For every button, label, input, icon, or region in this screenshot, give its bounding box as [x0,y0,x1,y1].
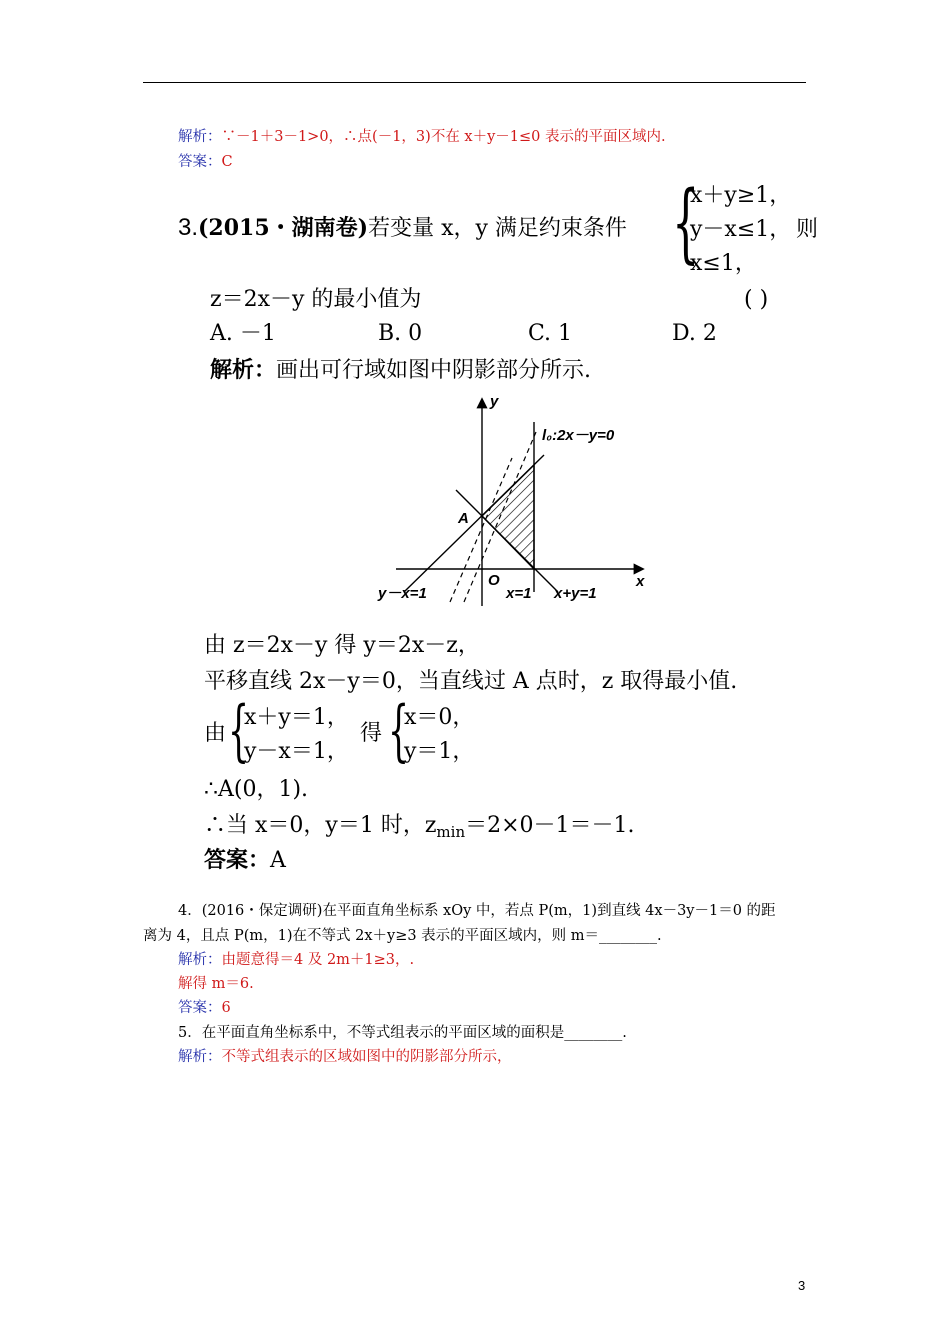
point-a-label: A [458,510,469,527]
q3-answer-value: A [270,848,286,873]
q3-step-1: 由 z＝2x－y 得 y＝2x－z， [204,633,480,658]
q2-answer-label: 答案： [178,154,222,170]
q4-line-2: 离为 4，且点 P(m，1)在不等式 2x＋y≥3 表示的平面区域内，则 m＝________. [143,928,662,944]
q3-step-2: 平移直线 2x－y＝0，当直线过 A 点时，z 取得最小值. [204,669,738,694]
q3-constraint-2: y－x≤1， [690,217,792,242]
q3-analysis-label: 解析： [210,357,277,383]
q3-constraint-brace: { [672,173,700,273]
page-number: 3 [798,1278,806,1293]
q3-option-b: B. 0 [378,321,423,346]
q3-answer [204,846,286,875]
q3-step-5-suffix: ＝2×0－1＝－1. [465,813,635,838]
q3-step-3-prefix: 由 [204,721,227,746]
q5-line-1: 5．在平面直角坐标系中，不等式组表示的平面区域的面积是________. [178,1025,627,1041]
feasible-region [482,465,534,569]
q3-stem-end: 则 [796,217,819,242]
q3-stem-text: 若变量 x，y 满足约束条件 [368,216,627,241]
header-rule [143,82,806,83]
q3-option-d: D. 2 [672,321,717,346]
q3-analysis [210,356,591,385]
q5-analysis [178,1048,512,1066]
q3-system2-eq1: x＝0， [404,705,475,730]
x-axis-label: x [636,573,645,590]
q4-line-1: 4．(2016・保定调研)在平面直角坐标系 xOy 中，若点 P(m，1)到直线 4x－3y－1＝0 的距 [178,903,776,919]
q3-step-3-mid: 得 [360,721,383,746]
q3-stem [178,214,627,243]
q3-system1-eq2: y－x＝1， [244,739,349,764]
q5-analysis-text: 不等式组表示的区域如图中的阴影部分所示， [221,1049,512,1065]
q3-system2-brace: { [388,692,409,769]
q3-step-5 [204,812,635,846]
q4-analysis-label: 解析： [178,952,222,968]
q3-answer-paren: ( ) [744,287,769,312]
q4-answer [178,999,231,1017]
line-label-x-plus-y: x+y=1 [554,585,597,602]
q3-analysis-text: 画出可行域如图中阴影部分所示. [276,358,592,383]
q2-answer-value: C [221,154,233,170]
q5-analysis-label: 解析： [178,1049,222,1065]
q2-analysis [178,128,666,146]
q3-step-5-prefix: ∴当 x＝0，y＝1 时，z [204,813,437,838]
feasible-region-figure [374,392,654,608]
q3-stem-line2: z＝2x－y 的最小值为 [210,287,422,312]
q3-step-5-sub: min [436,823,466,841]
q2-analysis-text: ∵－1＋3－1>0，∴点(－1，3)不在 x＋y－1≤0 表示的平面区域内. [221,129,666,145]
y-axis-label: y [490,393,499,410]
q3-source: (2015・湖南卷) [198,215,369,241]
q3-option-a: A. －1 [210,321,276,346]
q2-answer [178,153,233,171]
q4-analysis [178,951,414,969]
q4-answer-label: 答案： [178,1000,222,1016]
q3-system1-brace: { [228,692,249,769]
q3-system2-eq2: y＝1， [404,739,475,764]
q3-answer-label: 答案： [204,847,271,873]
q3-system1-eq1: x＋y＝1， [244,705,349,730]
q3-number: 3. [178,214,199,241]
q3-constraint-3: x≤1， [690,251,757,276]
q4-solve: 解得 m＝6. [178,976,254,992]
q4-answer-value: 6 [221,1000,231,1016]
q3-constraint-1: x＋y≥1， [690,183,792,208]
q4-analysis-text: 由题意得＝4 及 2m＋1≥3，. [221,952,415,968]
q3-option-c: C. 1 [528,321,573,346]
line-label-y-minus-x: y－x=1 [378,585,427,602]
origin-label: O [488,572,500,589]
line-label-x-eq-1: x=1 [506,585,532,602]
line-l0-label: l₀:2x－y=0 [542,427,615,444]
q3-step-4: ∴A(0，1). [204,777,309,802]
q2-analysis-label: 解析： [178,129,222,145]
